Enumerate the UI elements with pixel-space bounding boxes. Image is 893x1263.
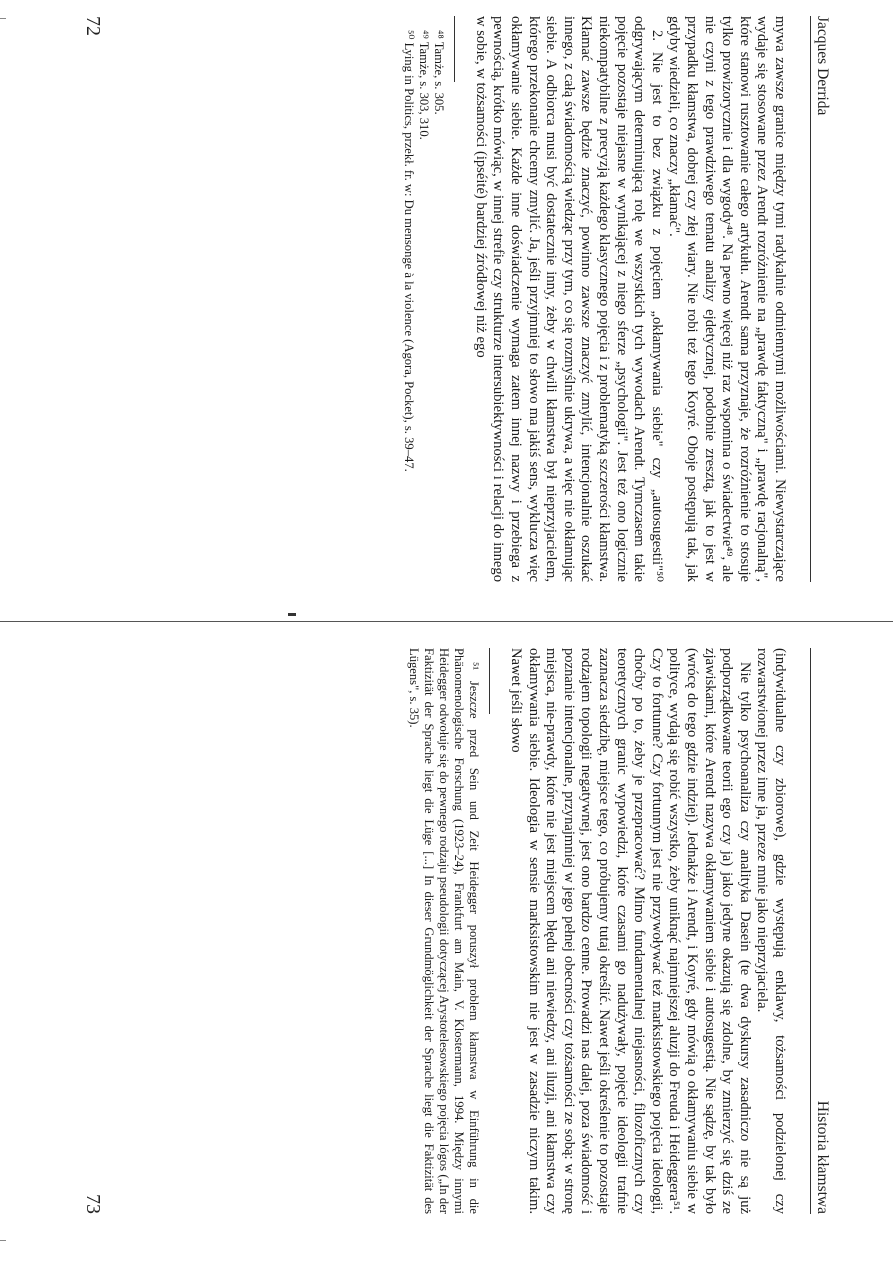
page-number: 73 <box>82 1194 104 1214</box>
running-head-author: Jacques Derrida <box>814 16 831 116</box>
page-72 <box>81 16 833 582</box>
footnote-49: ⁴⁹ Tamże, s. 303, 310. <box>417 30 432 140</box>
footnote-separator <box>454 16 455 82</box>
page-73 <box>81 648 833 1214</box>
paragraph: mywa zawsze granice między tymi radykalnie odmiennymi możliwościami. Niewystarczające wydaje się stosowane przez Arendt rozróżnienie na „prawdę faktyczną" i „prawdę racjonalną", które stanowi rusztowanie całego artykułu. Arendt sama przyznaje, że rozróżnienie to stosuje tylko prowizorycznie i dla wygody⁴⁸. Na pewno więcej niż raz wspomina o świadectwie⁴⁹, ale nie czyni z tego prawdziwego tematu analizy ejdetycznej, podobnie zresztą, jak to jest w przypadku kłamstwa, dobrej czy złej wiary. Nie robi też tego Koyré. Oboje postępują tak, jak gdyby wiedzieli, co znaczy „kłamać". <box>666 16 788 582</box>
paragraph: (indywidualne czy zbiorowe), gdzie występują enklawy, tożsamości podzielonej czy rozwarstwionej przez inne ja, przeze mnie jako nieprzyjaciela. <box>754 648 788 1214</box>
edge-mark <box>0 18 6 19</box>
running-head-title: Historia kłamstwa <box>814 1100 831 1214</box>
footnotes <box>405 648 481 1214</box>
scan-mark <box>288 613 296 616</box>
paragraph: Nie tylko psychoanaliza czy analityka Dasein (te dwa dyskursy zasadniczo nie są już podporządkowane teorii ego czy ja) jako jedyne okazują się zdolne, by zmierzyć się dziś ze zjawiskami, które Arendt nazywa okłamywaniem siebie i autosugestią. Nie sądzę, by tak było (wrócę do tego gdzie indziej). Jednakże i Arendt, i Koyré, gdy mówią o okłamywaniu siebie w polityce, wydają się robić wszystko, żeby uniknąć najmniejszej aluzji do Freuda i Heideggera⁵¹. Czy to fortunne? Czy fortunnym jest nie przywoływać też marksistowskiego pojęcia ideologii, choćby po to, żeby je przepracować? Mimo fundamentalnej niejasności, filozoficznych czy teoretycznych granic wypowiedzi, które czasami go nadużywały, pojęcie ideologii trafnie zaznacza siedzibę, miejsce tego, co próbujemy tutaj określić. Nawet jeśli określenie to pozostaje rodzajem topologii negatywnej, jest ono bardzo cenne. Prowadzi nas dalej, poza świadomość i poznanie intencjonalne, przynajmniej w jego pełnej obecności czy tożsamości ze sobą: w stronę miejsca, nie-prawdy, które nie jest miejscem błędu ani niewiedzy, ani iluzji, ani kłamstwa czy okłamywania siebie. Ideologia w sensie marksistowskim nie jest w zasadzie niczym takim. Nawet jeśli słowo <box>508 648 753 1214</box>
footnote-50: ⁵⁰ Lying in Politics, przekł. fr. w: Du mensonge à la violence (Agora, Pocket), s. 39–47. <box>401 30 416 472</box>
body-text <box>507 648 789 1214</box>
page-number: 72 <box>82 16 104 36</box>
footnotes <box>401 16 447 582</box>
body-text <box>471 16 788 582</box>
book-gutter-line <box>0 621 893 622</box>
footnote-51: ⁵¹ Jeszcze przed Sein und Zeit Heidegger poruszył problem kłamstwa w Einführung in die Phänomenologische Forschung (1923–24), Frankfurt am Main, V. Klostermann, 1994. Między innymi Heidegger odwołuje się do pewnego rodzaju pseudologii dotyczącej Arystotelesowskiego pojęcia lógos („In der Faktizität der Sprache liegt die Lüge [...] In dieser Grundmöglichkeit der Sprache liegt die Faktizität des Lügens", s. 35). <box>406 648 482 1214</box>
edge-mark <box>0 1240 6 1241</box>
footnote-48: ⁴⁸ Tamże, s. 305. <box>432 30 447 115</box>
paragraph: 2. Nie jest to bez związku z pojęciem „okłamywania siebie" czy „autosugestii"⁵⁰ odgrywającym determinującą rolę we wszystkich tych wywodach Arendt. Tymczasem takie pojęcie pozostaje niejasne w wynikającej z niego sferze „psychologii". Jest też ono logicznie niekompatybilne z precyzją każdego klasycznego pojęcia i z problematyką szczerości kłamstwa. Kłamać zawsze będzie znaczyć, powinno zawsze znaczyć zmylić, intencjonalnie oszukać innego, z całą świadomością wiedząc przy tym, co się rozmyślnie ukrywa, a więc nie okłamując siebie. A odbiorca musi być dostatecznie inny, żeby w chwili kłamstwa był nieprzyjacielem, którego przekonanie chcemy zmylić. Ja, jeśli przyjmniej to słowo ma jakiś sens, wyklucza więc okłamywanie siebie. Każde inne doświadczenie wymaga zatem innej nazwy i przebiega z pewnością, krótko mówiąc, w innej strefie czy strukturze intersubiektywności i relacji do innego w sobie, w tożsamości (ipséité) bardziej źródłowej niż ego <box>472 16 665 582</box>
footnote-separator <box>490 648 491 714</box>
